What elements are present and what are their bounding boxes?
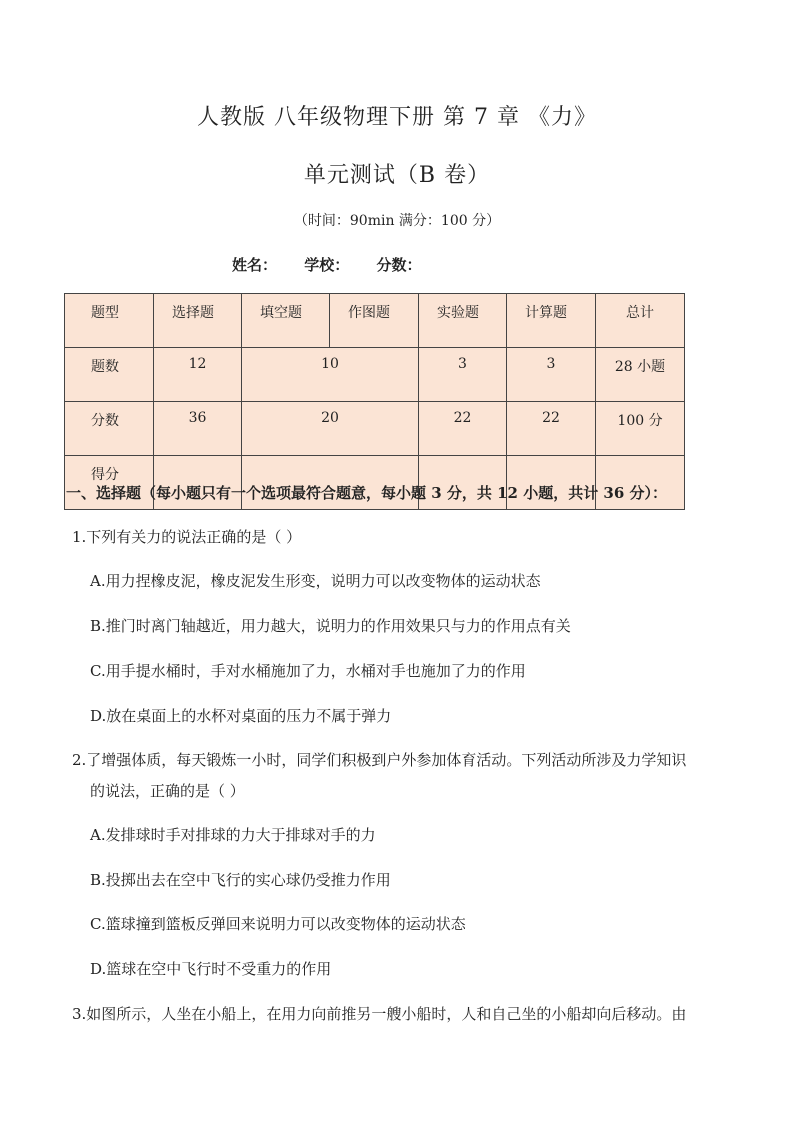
table-cell: 28 小题 <box>596 348 685 402</box>
question-2-option-a: A.发排球时手对排球的力大于排球对手的力 <box>90 826 376 844</box>
name-label: 姓名： <box>232 256 278 274</box>
table-cell: 36 <box>154 402 242 456</box>
table-cell: 10 <box>242 348 419 402</box>
table-cell: 题型 <box>65 294 154 348</box>
table-cell: 分数 <box>65 402 154 456</box>
score-label: 分数： <box>376 256 422 274</box>
table-cell: 填空题 <box>242 294 330 348</box>
table-cell: 作图题 <box>330 294 419 348</box>
score-table <box>64 293 685 510</box>
question-2-option-b: B.投掷出去在空中飞行的实心球仍受推力作用 <box>90 871 391 889</box>
student-info-line <box>232 254 444 275</box>
question-1-stem: 1.下列有关力的说法正确的是（ ） <box>72 528 302 546</box>
exam-title-line1: 人教版 八年级物理下册 第 7 章 《力》 <box>197 105 597 130</box>
table-cell: 总计 <box>596 294 685 348</box>
question-1-option-b: B.推门时离门轴越近，用力越大，说明力的作用效果只与力的作用点有关 <box>90 617 571 635</box>
question-2-stem-cont: 的说法，正确的是（ ） <box>90 782 245 800</box>
question-2-option-c: C.篮球撞到篮板反弹回来说明力可以改变物体的运动状态 <box>90 915 466 933</box>
question-3-stem: 3.如图所示，人坐在小船上，在用力向前推另一艘小船时，人和自己坐的小船却向后移动。由 <box>72 1005 687 1023</box>
exam-title-line2: 单元测试（B 卷） <box>303 163 491 188</box>
section-heading: 一、选择题（每小题只有一个选项最符合题意，每小题 3 分，共 12 小题，共计 36 分）： <box>66 484 668 502</box>
table-row-points <box>65 402 685 456</box>
table-cell: 12 <box>154 348 242 402</box>
question-1-option-d: D.放在桌面上的水杯对桌面的压力不属于弹力 <box>90 707 392 725</box>
table-cell: 100 分 <box>596 402 685 456</box>
table-cell: 22 <box>419 402 507 456</box>
table-cell: 题数 <box>65 348 154 402</box>
table-header-row <box>65 294 685 348</box>
question-2-stem: 2.了增强体质，每天锻炼一小时，同学们积极到户外参加体育活动。下列活动所涉及力学知识 <box>72 751 687 769</box>
table-cell: 选择题 <box>154 294 242 348</box>
table-cell: 20 <box>242 402 419 456</box>
school-label: 学校： <box>304 256 350 274</box>
question-1-option-a: A.用力捏橡皮泥，橡皮泥发生形变，说明力可以改变物体的运动状态 <box>90 572 541 590</box>
question-1-option-c: C.用手提水桶时，手对水桶施加了力，水桶对手也施加了力的作用 <box>90 662 526 680</box>
table-row-count <box>65 348 685 402</box>
table-cell: 22 <box>507 402 596 456</box>
exam-meta: （时间：90min 满分：100 分） <box>293 213 501 229</box>
table-cell: 得分 <box>65 456 154 510</box>
question-2-option-d: D.篮球在空中飞行时不受重力的作用 <box>90 960 332 978</box>
table-cell: 计算题 <box>507 294 596 348</box>
table-cell: 3 <box>419 348 507 402</box>
table-cell: 3 <box>507 348 596 402</box>
table-cell: 实验题 <box>419 294 507 348</box>
